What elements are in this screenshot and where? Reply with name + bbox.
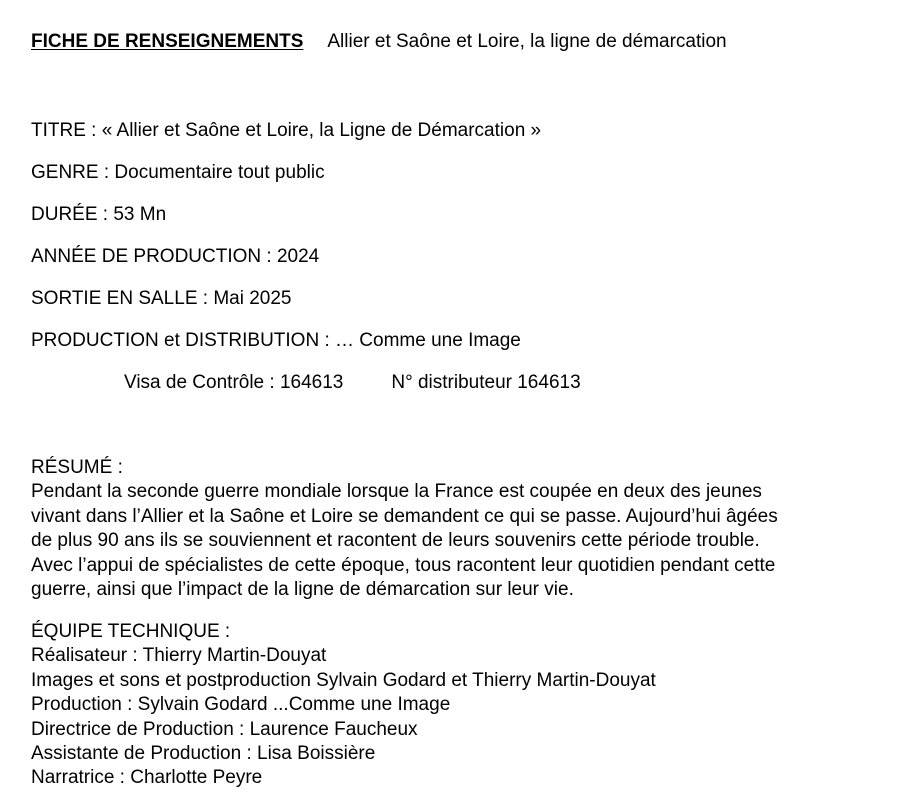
document-heading: FICHE DE RENSEIGNEMENTS xyxy=(31,31,304,52)
document-page xyxy=(31,0,881,810)
resume-line: Avec l’appui de spécialistes de cette époque, tous racontent leur quotidien pendant cette xyxy=(31,554,776,576)
field-duree: DURÉE : 53 Mn xyxy=(31,204,167,225)
team-member-line: Assistante de Production : Lisa Boissière xyxy=(31,743,376,765)
field-production-distribution: PRODUCTION et DISTRIBUTION : … Comme une Image xyxy=(31,330,521,351)
resume-line: Pendant la seconde guerre mondiale lorsque la France est coupée en deux des jeunes xyxy=(31,481,762,503)
equipe-technique-heading: ÉQUIPE TECHNIQUE : xyxy=(31,621,231,642)
numero-distributeur: N° distributeur 164613 xyxy=(391,372,581,393)
team-member-line: Directrice de Production : Laurence Faucheux xyxy=(31,718,418,740)
team-member-line: Production : Sylvain Godard ...Comme une Image xyxy=(31,694,451,716)
resume-line: vivant dans l’Allier et la Saône et Loire se demandent ce qui se passe. Aujourd’hui âgées xyxy=(31,505,778,527)
field-annee-production: ANNÉE DE PRODUCTION : 2024 xyxy=(31,246,320,267)
visa-controle: Visa de Contrôle : 164613 xyxy=(124,372,344,393)
team-member-line: Narratrice : Charlotte Peyre xyxy=(31,767,263,789)
field-sortie-salle: SORTIE EN SALLE : Mai 2025 xyxy=(31,288,292,309)
field-genre: GENRE : Documentaire tout public xyxy=(31,162,325,183)
resume-heading: RÉSUMÉ : xyxy=(31,457,123,478)
document-subject: Allier et Saône et Loire, la ligne de démarcation xyxy=(327,31,727,52)
resume-line: de plus 90 ans ils se souviennent et racontent de leurs souvenirs cette période trouble. xyxy=(31,530,760,552)
equipe-technique-section xyxy=(31,620,876,791)
team-member-line: Images et sons et postproduction Sylvain Godard et Thierry Martin-Douyat xyxy=(31,669,656,691)
resume-line: guerre, ainsi que l’impact de la ligne de démarcation sur leur vie. xyxy=(31,579,574,601)
resume-section xyxy=(31,456,876,602)
document-header xyxy=(31,31,727,53)
visa-row xyxy=(124,372,581,394)
field-titre: TITRE : « Allier et Saône et Loire, la Ligne de Démarcation » xyxy=(31,120,542,141)
team-member-line: Réalisateur : Thierry Martin-Douyat xyxy=(31,645,327,667)
